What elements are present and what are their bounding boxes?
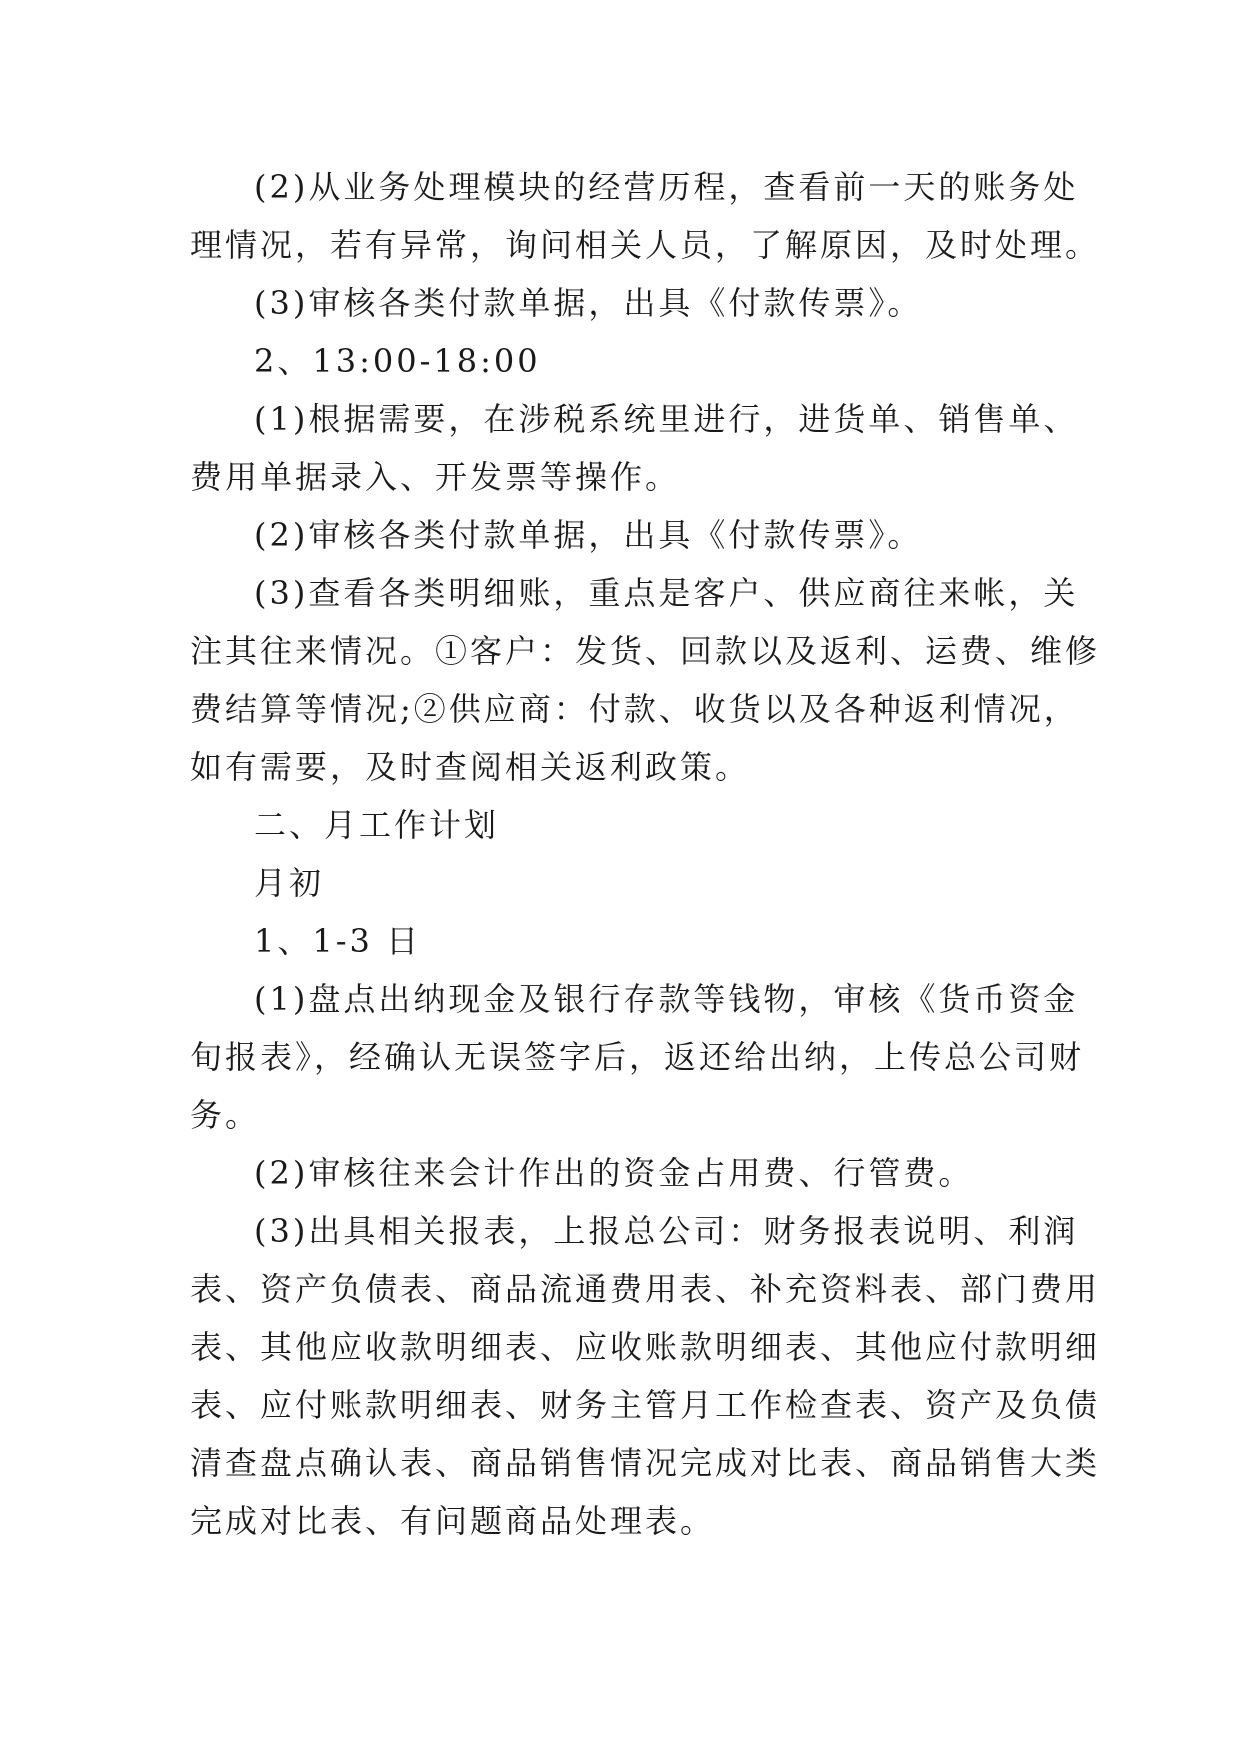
text-line: 完成对比表、有问题商品处理表。 [190, 1502, 716, 1540]
sub-heading: 月初 [254, 864, 325, 902]
text-line: 表、资产负债表、商品流通费用表、补充资料表、部门费用 [190, 1270, 1101, 1308]
text-line: 如有需要，及时查阅相关返利政策。 [190, 748, 751, 786]
text-line: 表、应付账款明细表、财务主管月工作检查表、资产及负债 [190, 1386, 1101, 1424]
text-line: (3)查看各类明细账，重点是客户、供应商往来帐，关 [254, 574, 1079, 612]
text-line: 费结算等情况;②供应商：付款、收货以及各种返利情况， [190, 690, 1079, 728]
text-line: 务。 [190, 1096, 261, 1134]
text-line: 注其往来情况。①客户：发货、回款以及返利、运费、维修 [190, 632, 1101, 670]
section-heading: 二、月工作计划 [254, 806, 500, 844]
text-line: 2、13:00-18:00 [254, 342, 541, 380]
text-line: (2)从业务处理模块的经营历程，查看前一天的账务处 [254, 168, 1079, 206]
text-line: 1、1-3 日 [254, 922, 422, 960]
text-line: (1)根据需要，在涉税系统里进行，进货单、销售单、 [254, 400, 1079, 438]
text-line: 费用单据录入、开发票等操作。 [190, 458, 681, 496]
text-line: (2)审核往来会计作出的资金占用费、行管费。 [254, 1154, 974, 1192]
text-line: (1)盘点出纳现金及银行存款等钱物，审核《货币资金 [254, 980, 1079, 1018]
text-line: 旬报表》，经确认无误签字后，返还给出纳，上传总公司财 [190, 1038, 1085, 1076]
text-line: (2)审核各类付款单据，出具《付款传票》。 [254, 516, 923, 554]
text-line: (3)出具相关报表，上报总公司：财务报表说明、利润 [254, 1212, 1079, 1250]
text-line: 表、其他应收款明细表、应收账款明细表、其他应付款明细 [190, 1328, 1101, 1366]
text-line: 清查盘点确认表、商品销售情况完成对比表、商品销售大类 [190, 1444, 1101, 1482]
document-body [190, 158, 1101, 1550]
text-line: (3)审核各类付款单据，出具《付款传票》。 [254, 284, 923, 322]
text-line: 理情况，若有异常，询问相关人员，了解原因，及时处理。 [190, 226, 1101, 264]
